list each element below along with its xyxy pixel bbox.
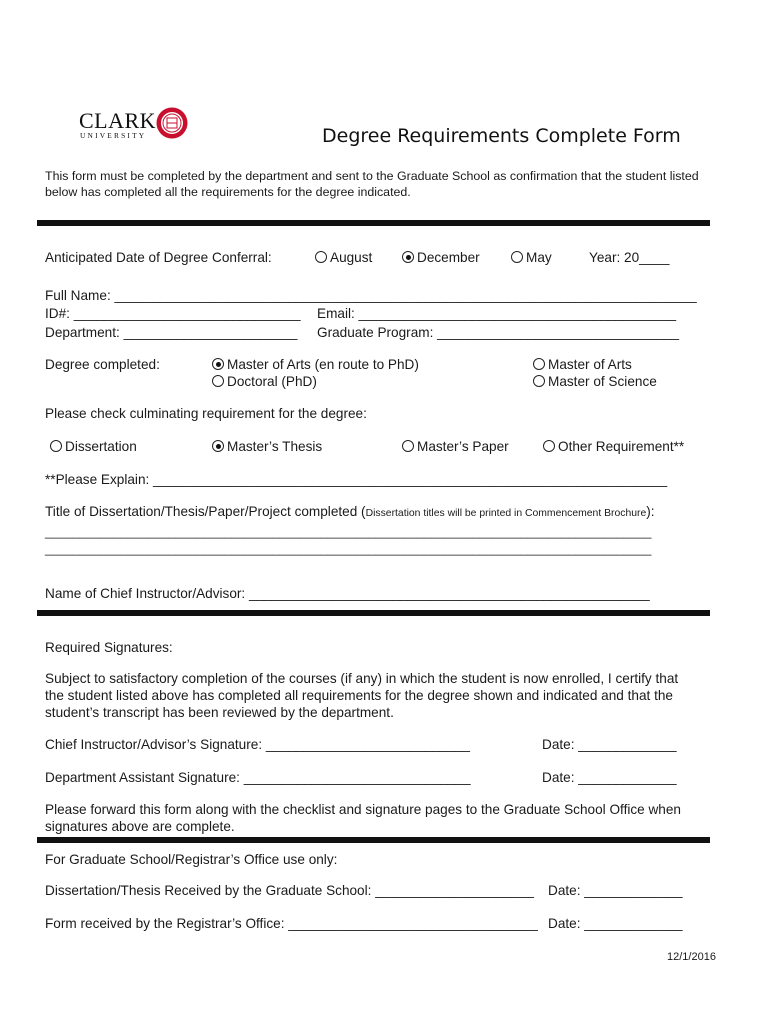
culminating-option-label: Master’s Thesis bbox=[227, 439, 323, 454]
conferral-option-label: May bbox=[526, 250, 552, 265]
radio-icon bbox=[543, 440, 555, 452]
logo-wordmark-top: CLARK bbox=[79, 108, 157, 133]
logo-wordmark-bottom: UNIVERSITY bbox=[80, 131, 147, 140]
intro-line-2: below has completed all the requirements for the degree indicated. bbox=[45, 185, 411, 199]
title-label-end: ): bbox=[646, 504, 655, 519]
certify-line-2: the student listed above has completed all requirements for the degree shown and indicated and that the bbox=[45, 688, 673, 703]
radio-icon bbox=[402, 440, 414, 452]
section-divider bbox=[37, 220, 710, 226]
title-label-note: Dissertation titles will be printed in Commencement Brochure bbox=[365, 508, 647, 519]
conferral-option-august[interactable] bbox=[315, 250, 372, 266]
certify-line-3: student’s transcript has been reviewed by the department. bbox=[45, 705, 394, 720]
title-of-work-label bbox=[45, 504, 655, 522]
culminating-option-other[interactable] bbox=[543, 439, 684, 455]
conferral-option-label: December bbox=[417, 250, 480, 265]
title-of-work-line-1[interactable]: ________________________________________________________________________________________ bbox=[45, 525, 652, 539]
graduate-received-date[interactable]: Date: _____________ bbox=[548, 883, 683, 898]
chief-signature-date[interactable]: Date: _____________ bbox=[542, 737, 677, 752]
degree-option-label: Doctoral (PhD) bbox=[227, 374, 317, 389]
dept-signature-date[interactable]: Date: _____________ bbox=[542, 770, 677, 785]
degree-option-ms[interactable] bbox=[533, 374, 657, 390]
radio-icon bbox=[315, 251, 327, 263]
conferral-year-field[interactable]: Year: 20____ bbox=[589, 250, 670, 265]
chief-advisor-field[interactable]: Name of Chief Instructor/Advisor: _____________________________________________________ bbox=[45, 586, 650, 601]
graduate-received-field[interactable]: Dissertation/Thesis Received by the Graduate School: _____________________ bbox=[45, 883, 534, 898]
conferral-option-december[interactable] bbox=[402, 250, 480, 266]
degree-option-label: Master of Science bbox=[548, 374, 657, 389]
dept-signature-field[interactable]: Department Assistant Signature: ______________________________ bbox=[45, 770, 471, 785]
university-logo bbox=[78, 106, 188, 146]
degree-option-phd[interactable] bbox=[212, 374, 317, 390]
radio-checked-icon bbox=[212, 358, 224, 370]
degree-option-label: Master of Arts bbox=[548, 357, 632, 372]
degree-option-ma-en-route[interactable] bbox=[212, 357, 419, 373]
radio-icon bbox=[533, 375, 545, 387]
id-field[interactable]: ID#: ______________________________ bbox=[45, 306, 301, 321]
registrar-received-date[interactable]: Date: _____________ bbox=[548, 916, 683, 931]
university-seal-icon bbox=[156, 106, 188, 140]
culminating-option-paper[interactable] bbox=[402, 439, 509, 455]
email-field[interactable]: Email: __________________________________________ bbox=[317, 306, 677, 321]
conferral-label: Anticipated Date of Degree Conferral: bbox=[45, 250, 272, 265]
culminating-option-label: Dissertation bbox=[65, 439, 137, 454]
chief-signature-field[interactable]: Chief Instructor/Advisor’s Signature: ___________________________ bbox=[45, 737, 470, 752]
registrar-received-field[interactable]: Form received by the Registrar’s Office: _________________________________ bbox=[45, 916, 538, 931]
radio-icon bbox=[212, 375, 224, 387]
degree-option-label: Master of Arts (en route to PhD) bbox=[227, 357, 419, 372]
forward-line-2: signatures above are complete. bbox=[45, 819, 235, 834]
degree-option-ma[interactable] bbox=[533, 357, 632, 373]
radio-icon bbox=[533, 358, 545, 370]
culminating-option-label: Other Requirement** bbox=[558, 439, 685, 454]
title-of-work-line-2[interactable]: ________________________________________________________________________________________ bbox=[45, 542, 652, 556]
signatures-heading: Required Signatures: bbox=[45, 640, 173, 655]
title-label-start: Title of Dissertation/Thesis/Paper/Project completed ( bbox=[45, 504, 366, 519]
page-title: Degree Requirements Complete Form bbox=[322, 125, 681, 147]
certify-line-1: Subject to satisfactory completion of the courses (if any) in which the student is now enrolled, I certify that bbox=[45, 671, 679, 686]
revision-date: 12/1/2016 bbox=[667, 951, 716, 963]
culminating-option-dissertation[interactable] bbox=[50, 439, 137, 455]
section-divider bbox=[37, 610, 710, 616]
conferral-option-label: August bbox=[330, 250, 373, 265]
section-divider bbox=[37, 837, 710, 843]
explain-field[interactable]: **Please Explain: ____________________________________________________________________ bbox=[45, 472, 668, 487]
department-field[interactable]: Department: _______________________ bbox=[45, 325, 298, 340]
culminating-option-thesis[interactable] bbox=[212, 439, 322, 455]
radio-icon bbox=[50, 440, 62, 452]
intro-line-1: This form must be completed by the department and sent to the Graduate School as confirmation that the student listed bbox=[45, 169, 699, 183]
radio-icon bbox=[511, 251, 523, 263]
graduate-program-field[interactable]: Graduate Program: ________________________________ bbox=[317, 325, 680, 340]
radio-checked-icon bbox=[402, 251, 414, 263]
office-use-heading: For Graduate School/Registrar’s Office use only: bbox=[45, 852, 338, 867]
radio-checked-icon bbox=[212, 440, 224, 452]
culminating-prompt: Please check culminating requirement for the degree: bbox=[45, 406, 367, 421]
culminating-option-label: Master’s Paper bbox=[417, 439, 509, 454]
forward-line-1: Please forward this form along with the checklist and signature pages to the Graduate School Office when bbox=[45, 802, 681, 817]
conferral-option-may[interactable] bbox=[511, 250, 552, 266]
degree-label: Degree completed: bbox=[45, 357, 160, 372]
full-name-field[interactable]: Full Name: _____________________________________________________________________________ bbox=[45, 288, 697, 303]
